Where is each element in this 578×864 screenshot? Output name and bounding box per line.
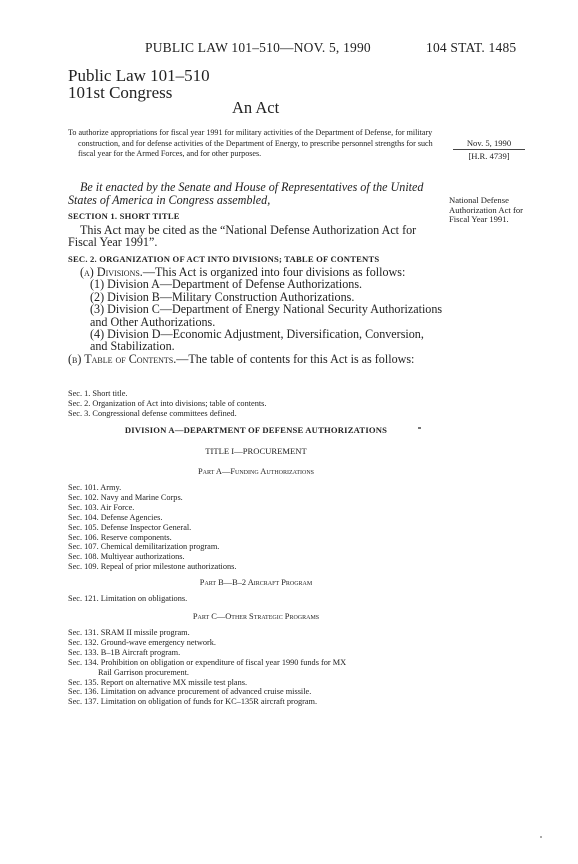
toc-item: Sec. 1. Short title. (68, 389, 128, 398)
subsection-b-label: (b) Table of Contents. (68, 351, 177, 366)
subsection-a-text: —This Act is organized into four divisions as follows: (142, 265, 406, 279)
division-item-4 (68, 328, 444, 353)
section2-heading: SEC. 2. ORGANIZATION OF ACT INTO DIVISIONS; TABLE OF CONTENTS (68, 254, 380, 264)
margin-note: National Defense Authorization Act for Fiscal Year 1991. (449, 195, 523, 225)
toc-item: Sec. 121. Limitation on obligations. (68, 594, 188, 603)
subsection-b-text: —The table of contents for this Act is as follows: (176, 351, 415, 366)
running-header-title: PUBLIC LAW 101–510—NOV. 5, 1990 (145, 40, 371, 55)
toc-item-continuation: Rail Garrison procurement. (98, 667, 190, 677)
title-1-heading: TITLE I—PROCUREMENT (205, 446, 307, 456)
margin-bill: [H.R. 4739] (468, 151, 510, 161)
toc-item: Sec. 102. Navy and Marine Corps. (68, 492, 183, 502)
toc-item: Sec. 108. Multiyear authorizations. (68, 552, 185, 562)
toc-item: Sec. 135. Report on alternative MX missile test plans. (68, 677, 248, 687)
toc-item: Sec. 109. Repeal of prior milestone authorizations. (68, 562, 237, 572)
part-c-heading: Part C—Other Strategic Programs (192, 612, 320, 621)
enacting-clause: Be it enacted by the Senate and House of Representatives of the United States of America in Congress assembled, (68, 180, 424, 208)
law-number: Public Law 101–510 (68, 66, 210, 85)
margin-rule (453, 149, 525, 150)
toc-item: Sec. 103. Air Force. (68, 502, 135, 512)
division-item-4-text: (4) Division D—Economic Adjustment, Diversification, Conversion, and Stabilization. (90, 327, 424, 354)
division-item-1: (1) Division A—Department of Defense Authorizations. (90, 277, 363, 292)
scan-mark (540, 836, 542, 838)
act-title: An Act (232, 98, 280, 117)
section2-body (68, 266, 444, 365)
toc-item: Sec. 2. Organization of Act into divisions; table of contents. (68, 398, 267, 408)
part-a-list (68, 483, 444, 572)
purpose-text: To authorize appropriations for fiscal year 1991 for military activities of the Department of Defense, for military construction, and for defense activities of the Department of Energy, to prescribe personnel strengths for such fiscal year for the Armed Forces, and for other purposes. (68, 128, 433, 159)
division-a-heading: DIVISION A—DEPARTMENT OF DEFENSE AUTHORIZATIONS (124, 425, 388, 435)
division-item-2: (2) Division B—Military Construction Authorizations. (90, 289, 355, 304)
toc-item: Sec. 134. Prohibition on obligation or expenditure of fiscal year 1990 funds for MX (68, 657, 347, 667)
toc-item: Sec. 105. Defense Inspector General. (68, 522, 192, 532)
section1-text: This Act may be cited as the “National Defense Authorization Act for Fiscal Year 1991”. (68, 223, 417, 250)
part-b-heading: Part B—B–2 Aircraft Program (199, 578, 313, 587)
section1-body (68, 224, 444, 249)
toc-item: Sec. 132. Ground-wave emergency network. (68, 637, 216, 647)
division-item-3 (68, 303, 444, 328)
section1-heading: SECTION 1. SHORT TITLE (68, 211, 180, 221)
part-c-list (68, 628, 444, 707)
scan-mark (418, 427, 421, 429)
margin-date: Nov. 5, 1990 (466, 138, 512, 148)
toc-item: Sec. 131. SRAM II missile program. (68, 628, 190, 637)
congress: 101st Congress (68, 83, 173, 102)
toc-item: Sec. 101. Army. (68, 483, 122, 492)
toc-top-list (68, 389, 444, 419)
law-title-block (68, 67, 210, 101)
running-header-stat: 104 STAT. 1485 (426, 40, 517, 55)
purpose-paragraph (68, 128, 444, 160)
division-item-3-text: (3) Division C—Department of Energy National Security Authorizations and Other Authorizations. (90, 302, 443, 329)
toc-item: Sec. 107. Chemical demilitarization program. (68, 542, 220, 552)
margin-date-block (449, 138, 529, 161)
toc-item: Sec. 106. Reserve components. (68, 532, 172, 542)
subsection-b (68, 353, 444, 365)
toc-item: Sec. 136. Limitation on advance procurement of advanced cruise missile. (68, 687, 312, 697)
subsection-a-label: (a) Divisions. (80, 265, 143, 279)
toc-item: Sec. 137. Limitation on obligation of funds for KC–135R aircraft program. (68, 697, 318, 707)
part-a-heading: Part A—Funding Authorizations (197, 467, 314, 476)
part-b-list (68, 594, 444, 604)
toc-item: Sec. 104. Defense Agencies. (68, 512, 163, 522)
toc-item: Sec. 3. Congressional defense committees defined. (68, 408, 237, 418)
toc-item: Sec. 133. B–1B Aircraft program. (68, 647, 181, 657)
